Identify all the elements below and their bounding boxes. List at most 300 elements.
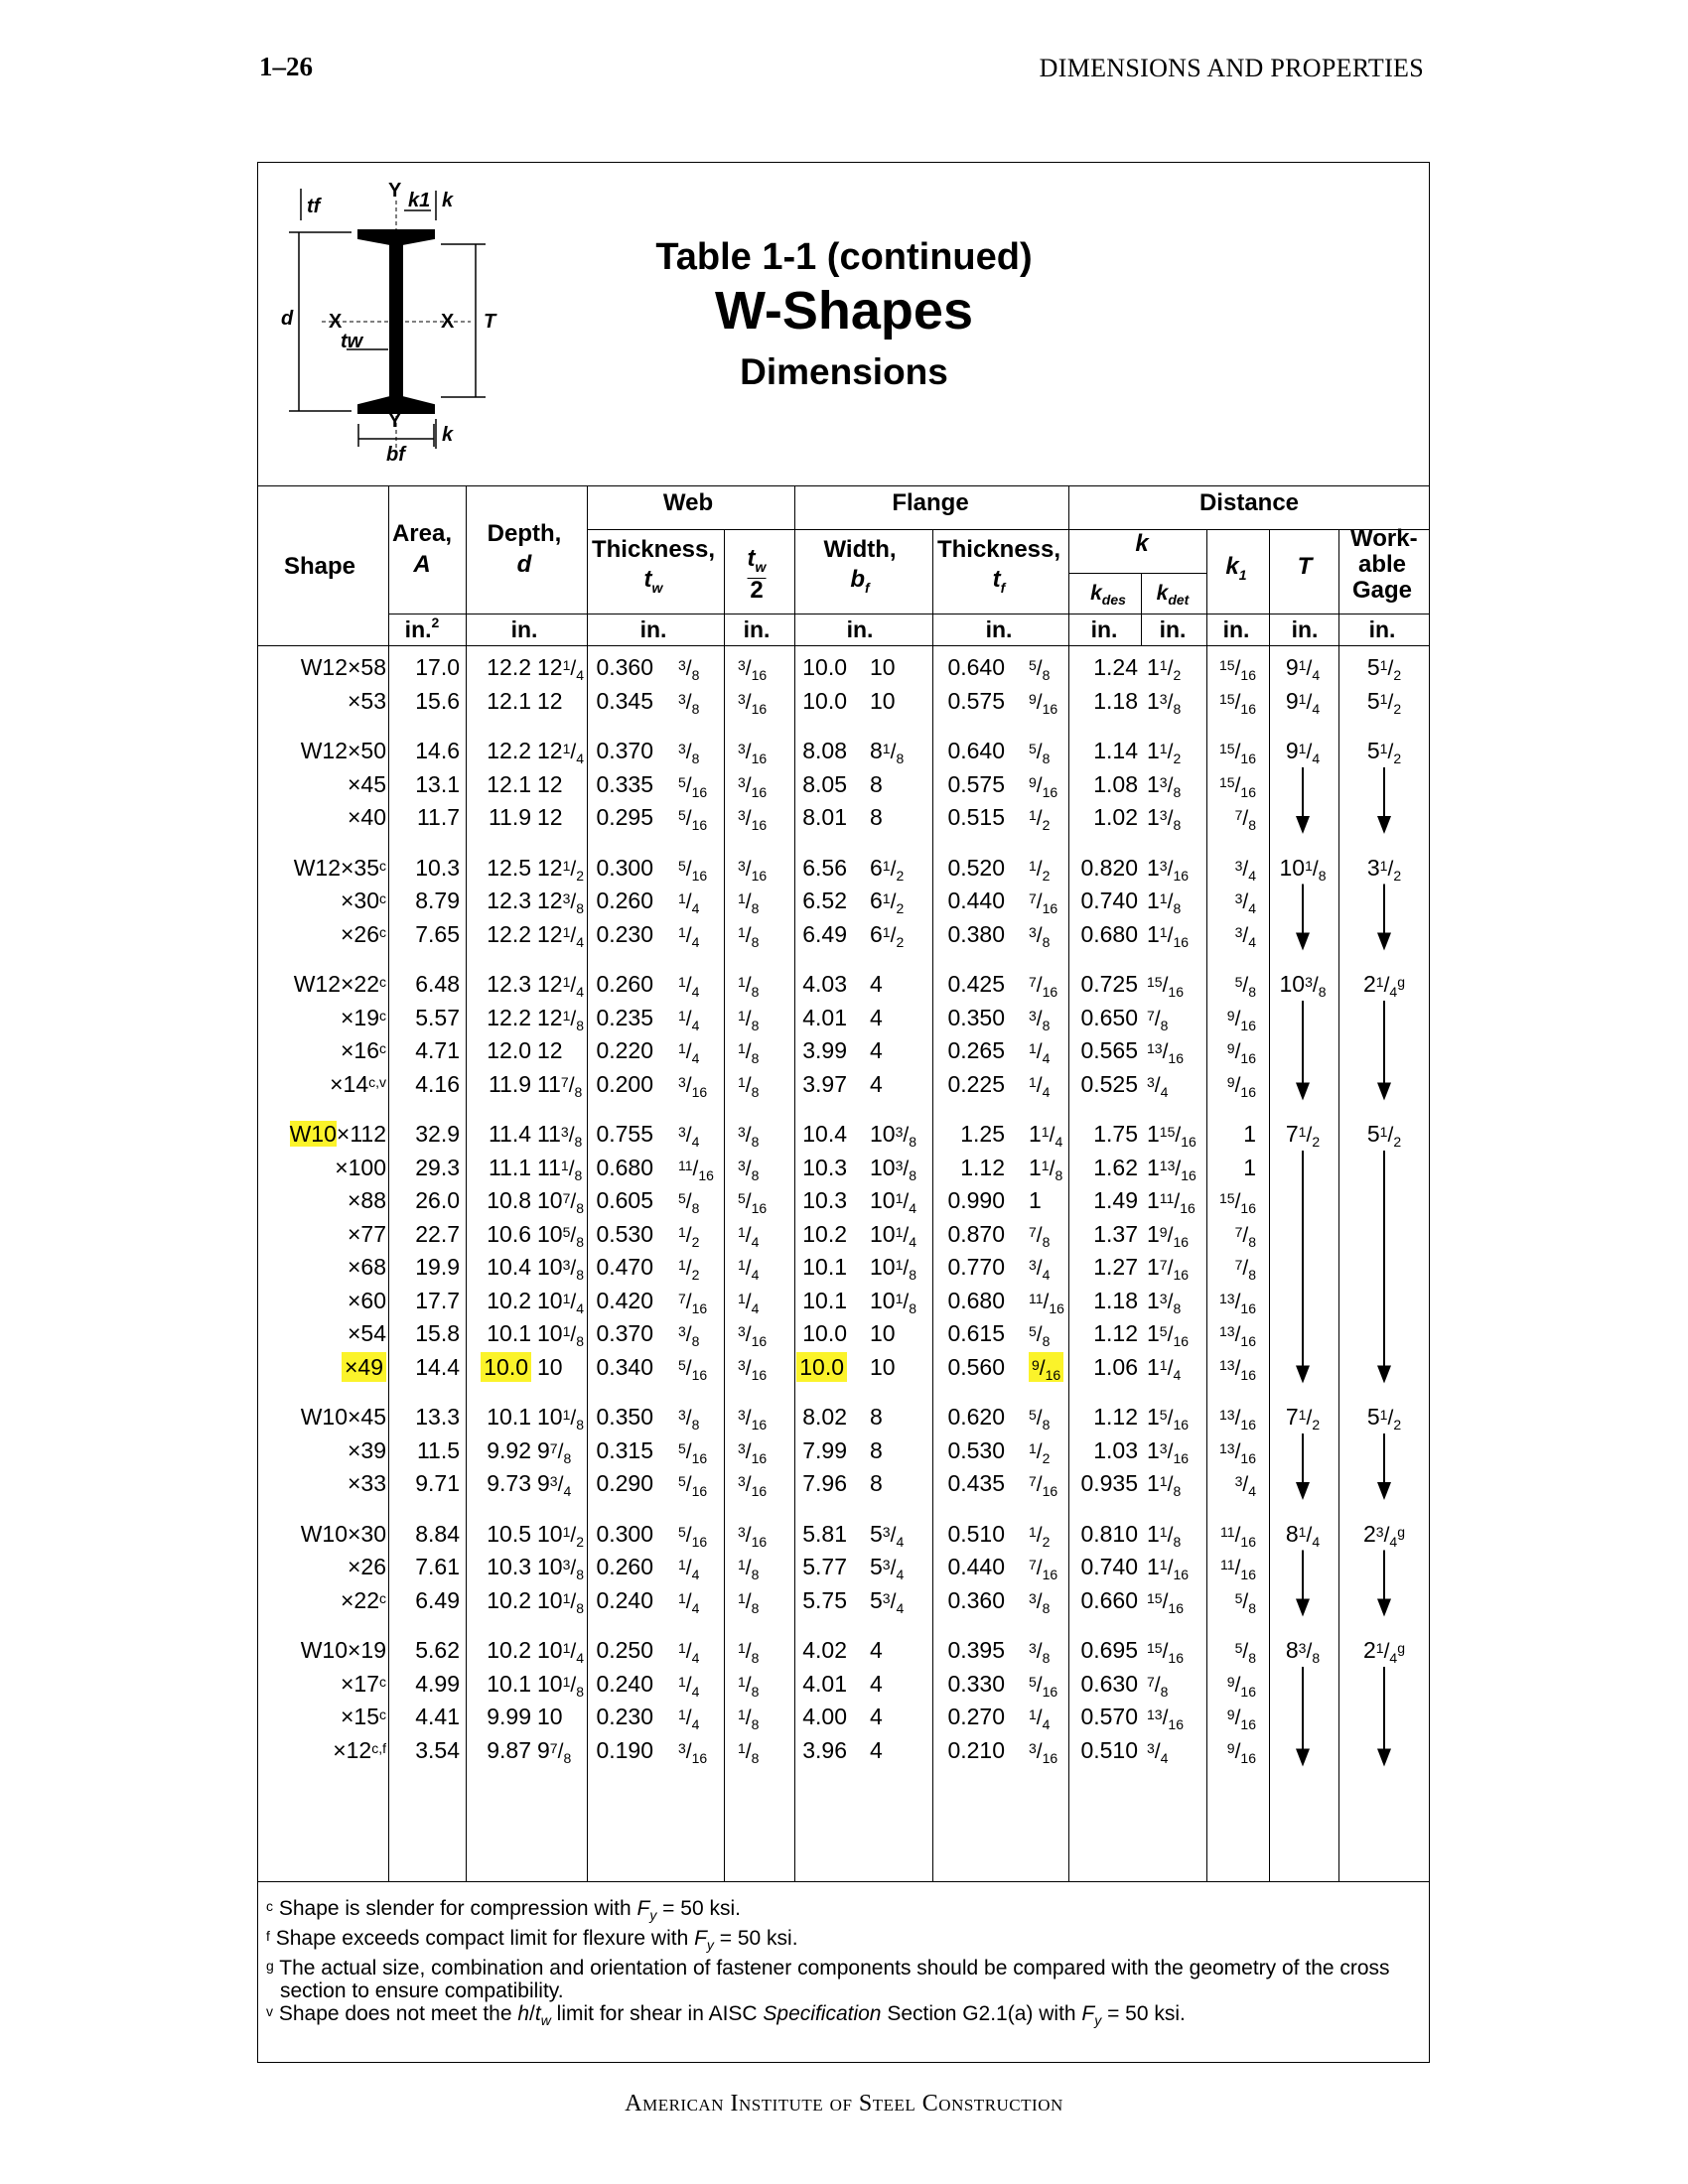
cell-tf_frac: $^1/_4$	[1029, 1706, 1051, 1733]
cell-tf: 0.440	[947, 887, 1005, 913]
cell-d: 9.73	[487, 1470, 531, 1496]
cell-d_frac: $9^7/_8$	[537, 1736, 572, 1766]
unit-label: in.$^2$	[404, 614, 440, 642]
cell-d_frac: 10	[537, 1353, 563, 1380]
cell-tf: 0.770	[947, 1254, 1005, 1280]
cell-tw: 0.370	[596, 738, 653, 763]
cell-tf: 0.270	[947, 1704, 1005, 1729]
page-footer: American Institute of Steel Construction	[625, 2091, 1063, 2116]
cell-tf: 0.615	[947, 1320, 1005, 1346]
cell-k1: $^{13}/_{16}$	[1219, 1323, 1256, 1350]
cell-d: 10.3	[487, 1554, 531, 1579]
cell-area: 4.41	[415, 1704, 460, 1729]
cell-tw_frac: $^1/_4$	[678, 1007, 700, 1033]
cell-d_frac: $11^7/_8$	[537, 1070, 583, 1100]
cell-kdet: $^3/_4$	[1147, 1073, 1169, 1100]
cell-shape: $\times 30^c$	[340, 887, 386, 913]
cell-tw: 0.240	[596, 1586, 653, 1613]
cell-T: $8^1/_4$	[1285, 1520, 1321, 1550]
cell-d_frac: $12^1/_4$	[537, 971, 585, 1001]
cell-tw_frac: $^1/_2$	[678, 1223, 700, 1250]
cell-tw2: $^1/_8$	[738, 1739, 760, 1766]
header-area: Area,	[391, 520, 453, 547]
cell-bf: 8.05	[802, 770, 847, 797]
cell-tf_frac: $^3/_8$	[1029, 1589, 1051, 1616]
cell-tf: 0.435	[947, 1470, 1005, 1496]
running-header: DIMENSIONS AND PROPERTIES	[1039, 54, 1424, 82]
header-bf-symbol: $b_f$	[850, 566, 870, 596]
cell-T: $10^3/_8$	[1279, 971, 1327, 1001]
cell-shape: $W12\times 35^c$	[293, 854, 386, 881]
cell-kdet: $1^1/_{16}$	[1147, 920, 1190, 950]
cell-tw: 0.295	[596, 804, 653, 830]
cell-bf_frac: 4	[870, 971, 883, 997]
cell-gage: $5^1/_2$	[1366, 687, 1402, 717]
cell-shape: W12×58	[300, 654, 386, 680]
cell-bf_frac: 4	[870, 1004, 883, 1030]
cell-gage: $2^1/_4^g$	[1362, 971, 1406, 1001]
cell-kdet: $1^7/_{16}$	[1147, 1254, 1190, 1284]
cell-d_frac: $10^7/_8$	[537, 1187, 585, 1217]
cell-area: 5.62	[415, 1637, 460, 1663]
continuation-arrow-head	[1296, 816, 1310, 834]
cell-area: 4.99	[415, 1670, 460, 1697]
cell-d_frac: $12^1/_2$	[537, 854, 585, 884]
cell-kdet: $1^9/_{16}$	[1147, 1220, 1190, 1250]
cell-d_frac: $9^3/_4$	[537, 1470, 572, 1500]
header-flange-width: Width,	[823, 536, 897, 563]
cell-kdes: 1.49	[1093, 1187, 1138, 1213]
cell-bf_frac: 4	[870, 1704, 883, 1729]
cell-d: 12.0	[487, 1037, 531, 1063]
cell-kdet: $1^3/_{16}$	[1147, 1436, 1190, 1466]
cell-tw2: $^1/_8$	[738, 923, 760, 950]
cell-kdes: 1.62	[1093, 1154, 1138, 1180]
cell-kdes: 1.06	[1093, 1353, 1138, 1380]
unit-label: in.	[639, 616, 667, 642]
cell-kdes: 1.27	[1093, 1254, 1138, 1280]
cell-k1: $^7/_8$	[1234, 807, 1256, 834]
cell-area: 11.7	[416, 804, 460, 830]
cell-kdes: 0.740	[1080, 1554, 1138, 1579]
cell-d: 12.1	[487, 687, 531, 714]
cell-area: 14.6	[415, 738, 460, 763]
cell-area: 8.84	[415, 1520, 460, 1547]
footnote: $^g$ The actual size, combination and orientation of fastener components should be compared with the geometry of the cross section to ensure compatibility.	[266, 1957, 1390, 2003]
cell-kdes: 1.08	[1093, 770, 1138, 797]
cell-tf: 0.350	[947, 1004, 1005, 1030]
cell-bf: 10.1	[802, 1287, 847, 1313]
header-flange: Flange	[892, 489, 969, 516]
cell-area: 4.71	[415, 1037, 460, 1063]
cell-bf_frac: 8	[870, 1404, 883, 1430]
cell-tf_frac: $1^1/_8$	[1029, 1154, 1063, 1183]
cell-tw_frac: $^5/_{16}$	[678, 1439, 708, 1466]
cell-k1: $^7/_8$	[1234, 1223, 1256, 1250]
cell-d_frac: $12^3/_8$	[537, 887, 585, 917]
unit-label: in.	[510, 616, 538, 642]
cell-tf_frac: $^5/_8$	[1029, 741, 1051, 767]
cell-kdes: 0.510	[1080, 1736, 1138, 1763]
cell-tw2: $^1/_8$	[738, 1007, 760, 1033]
cell-tw_frac: $^3/_8$	[678, 690, 700, 717]
cell-kdet: $^{15}/_{16}$	[1147, 974, 1184, 1001]
cell-shape: W10×112	[289, 1121, 386, 1147]
cell-k1: $^{15}/_{16}$	[1219, 741, 1256, 767]
cell-shape: ×49	[342, 1352, 386, 1382]
cell-tw: 0.230	[596, 1704, 653, 1729]
cell-T: $10^1/_8$	[1279, 854, 1327, 884]
cell-kdes: 0.695	[1080, 1637, 1138, 1663]
cell-d_frac: 12	[537, 687, 563, 714]
cell-k1: $^{13}/_{16}$	[1219, 1290, 1256, 1316]
cell-kdes: 0.630	[1080, 1670, 1138, 1697]
cell-kdet: $1^5/_{16}$	[1147, 1320, 1190, 1350]
cell-bf: 4.01	[802, 1670, 847, 1697]
cell-bf_frac: 10	[870, 1320, 896, 1346]
cell-kdes: 1.12	[1093, 1320, 1138, 1346]
cell-kdes: 1.02	[1093, 804, 1138, 830]
cell-tf_frac: $^7/_{16}$	[1029, 1473, 1058, 1500]
cell-tw: 0.230	[596, 920, 653, 947]
diagram-label-x-right: X	[441, 311, 455, 333]
cell-tf_frac: $^1/_4$	[1029, 1073, 1051, 1100]
cell-d: 11.9	[488, 804, 531, 830]
cell-tf_frac: $^1/_2$	[1029, 1439, 1051, 1466]
cell-bf: 3.96	[802, 1736, 847, 1763]
cell-tf_frac: $^5/_8$	[1029, 657, 1051, 684]
cell-tw2: $^1/_8$	[738, 1640, 760, 1667]
cell-tf_frac: $^1/_4$	[1029, 1040, 1051, 1067]
cell-tf: 0.620	[947, 1404, 1005, 1430]
cell-tw_frac: $^5/_8$	[678, 1190, 700, 1217]
cell-shape: ×54	[347, 1320, 386, 1346]
cell-area: 11.5	[416, 1436, 460, 1463]
cell-k1: $^3/_4$	[1234, 923, 1256, 950]
cell-tf_frac: $^3/_8$	[1029, 1007, 1051, 1033]
cell-shape: $\times 26^c$	[340, 920, 386, 947]
cell-tw: 0.335	[596, 770, 653, 797]
cell-tf: 0.515	[947, 804, 1005, 830]
cell-tw2: $^5/_{16}$	[738, 1190, 768, 1217]
cell-tw_frac: $^1/_4$	[678, 890, 700, 917]
cell-kdet: $1^1/_8$	[1147, 887, 1182, 917]
cell-kdet: $1^1/_{16}$	[1147, 1554, 1190, 1583]
cell-bf: 10.3	[802, 1154, 847, 1180]
cell-area: 13.1	[415, 770, 460, 797]
continuation-arrow-head	[1377, 1749, 1391, 1767]
cell-area: 17.7	[415, 1287, 460, 1313]
cell-k1: $^{13}/_{16}$	[1219, 1356, 1256, 1383]
cell-bf_frac: $5^3/_4$	[870, 1586, 905, 1616]
cell-tw: 0.220	[596, 1037, 653, 1063]
footnote: $^c$ Shape is slender for compression with $F_y = 50$ ksi.	[266, 1897, 741, 1924]
unit-label: in.	[1222, 616, 1250, 642]
cell-bf_frac: $10^1/_4$	[870, 1220, 917, 1250]
cell-tw: 0.300	[596, 1520, 653, 1547]
cell-gage: $5^1/_2$	[1366, 1121, 1402, 1151]
cell-k1: $^{15}/_{16}$	[1219, 1190, 1256, 1217]
cell-tf: 0.680	[947, 1287, 1005, 1313]
cell-d_frac: $12^1/_8$	[537, 1004, 585, 1033]
cell-tw_frac: $^5/_{16}$	[678, 1356, 708, 1383]
cell-d_frac: 10	[537, 1704, 563, 1729]
cell-tw: 0.470	[596, 1254, 653, 1280]
cell-bf_frac: 4	[870, 1070, 883, 1097]
cell-tw_frac: $^5/_{16}$	[678, 807, 708, 834]
diagram-label-y-top: Y	[388, 181, 402, 202]
continuation-arrow-head	[1296, 933, 1310, 951]
cell-bf: 10.0	[802, 1320, 847, 1346]
cell-tw_frac: $^1/_4$	[678, 1589, 700, 1616]
cell-area: 19.9	[415, 1254, 460, 1280]
cell-bf_frac: 4	[870, 1736, 883, 1763]
diagram-label-T: T	[484, 311, 496, 333]
cell-tf_frac: $^1/_2$	[1029, 857, 1051, 884]
cell-tf: 0.330	[947, 1670, 1005, 1697]
cell-tw: 0.260	[596, 887, 653, 913]
cell-tw2: $^1/_8$	[738, 974, 760, 1001]
cell-tw_frac: $^1/_4$	[678, 1040, 700, 1067]
cell-d_frac: $9^7/_8$	[537, 1436, 572, 1466]
footnote: $^f$ Shape exceeds compact limit for flexure with $F_y = 50$ ksi.	[266, 1927, 798, 1954]
cell-tf_frac: $^9/_{16}$	[1029, 690, 1058, 717]
cell-k1: $^9/_{16}$	[1226, 1673, 1256, 1700]
cell-tw2: $^1/_4$	[738, 1257, 760, 1284]
cell-tf: 0.560	[947, 1353, 1005, 1380]
cell-d_frac: $12^1/_4$	[537, 920, 585, 950]
cell-bf_frac: $6^1/_2$	[870, 854, 905, 884]
cell-tf_frac: $^9/_{16}$	[1029, 773, 1058, 800]
cell-tw: 0.530	[596, 1220, 653, 1247]
cell-d: 10.1	[487, 1320, 531, 1346]
cell-tw: 0.250	[596, 1637, 653, 1663]
unit-label: in.	[743, 616, 771, 642]
cell-tf_frac: $^7/_8$	[1029, 1223, 1051, 1250]
cell-kdet: $^{15}/_{16}$	[1147, 1640, 1184, 1667]
cell-kdet: $1^3/_8$	[1147, 770, 1182, 800]
cell-tw: 0.755	[596, 1121, 653, 1147]
cell-tw2: $^1/_8$	[738, 1589, 760, 1616]
cell-shape: W10×45	[300, 1404, 386, 1430]
cell-tf_frac: $^5/_8$	[1029, 1323, 1051, 1350]
header-kdet: $k_{det}$	[1156, 582, 1190, 609]
cell-d_frac: $10^1/_8$	[537, 1586, 585, 1616]
cell-T: $9^1/_4$	[1285, 654, 1321, 684]
cell-kdes: 0.725	[1080, 971, 1138, 997]
cell-d_frac: $10^1/_4$	[537, 1287, 585, 1316]
header-distance: Distance	[1198, 489, 1300, 516]
cell-tf: 0.640	[947, 738, 1005, 763]
cell-T: $9^1/_4$	[1285, 738, 1321, 767]
cell-bf_frac: 4	[870, 1670, 883, 1697]
continuation-arrow-head	[1296, 1599, 1310, 1617]
cell-area: 13.3	[415, 1404, 460, 1430]
header-workable-gage: Work- able Gage	[1350, 525, 1418, 604]
cell-tf_frac: $^3/_{16}$	[1029, 1739, 1058, 1766]
cell-kdet: $1^5/_{16}$	[1147, 1404, 1190, 1433]
cell-tw: 0.260	[596, 1554, 653, 1579]
cell-bf: 8.02	[802, 1404, 847, 1430]
cell-bf_frac: 10	[870, 1353, 896, 1380]
cell-area: 10.3	[415, 854, 460, 881]
cell-kdes: 1.24	[1093, 654, 1138, 680]
header-k1: $k_1$	[1225, 553, 1247, 583]
cell-gage: $2^3/_4^g$	[1362, 1520, 1406, 1550]
unit-label: in.	[985, 616, 1013, 642]
cell-tw: 0.240	[596, 1670, 653, 1697]
cell-tw_frac: $^7/_{16}$	[678, 1290, 708, 1316]
cell-area: 4.16	[415, 1070, 460, 1097]
cell-shape: $W12\times 22^c$	[293, 971, 386, 997]
cell-tw2: $^1/_8$	[738, 1557, 760, 1583]
cell-bf_frac: $6^1/_2$	[870, 920, 905, 950]
cell-bf_frac: 4	[870, 1637, 883, 1663]
diagram-label-k-top: k	[442, 190, 454, 211]
table-subtitle: Dimensions	[740, 351, 948, 392]
cell-bf: 3.97	[802, 1070, 847, 1097]
cell-bf: 6.52	[802, 887, 847, 913]
cell-kdes: 0.935	[1080, 1470, 1138, 1496]
cell-gage: $3^1/_2$	[1366, 854, 1402, 884]
continuation-arrow-head	[1377, 1366, 1391, 1384]
cell-shape: ×45	[347, 770, 386, 797]
cell-tf_frac: $^3/_8$	[1029, 1640, 1051, 1667]
cell-T: $7^1/_2$	[1285, 1121, 1321, 1151]
cell-shape: W10×30	[300, 1520, 386, 1547]
cell-tw: 0.370	[596, 1320, 653, 1346]
cell-bf_frac: $5^3/_4$	[870, 1520, 905, 1550]
cell-k1: $^5/_8$	[1234, 1640, 1256, 1667]
cell-kdes: 0.660	[1080, 1586, 1138, 1613]
diagram-label-bf: bf	[386, 444, 405, 466]
cell-d: 10.2	[487, 1586, 531, 1613]
footnote: $^v$ Shape does not meet the $h/t_w$ limit for shear in AISC Specification Section G2.1(a) with $F_y = 50$ ksi.	[266, 2002, 1186, 2029]
cell-k1: $^3/_4$	[1234, 857, 1256, 884]
cell-d: 12.5	[487, 854, 531, 881]
cell-d: 12.3	[487, 887, 531, 913]
cell-d_frac: $10^1/_8$	[537, 1670, 585, 1700]
cell-kdet: $1^{11}/_{16}$	[1147, 1187, 1196, 1217]
continuation-arrow-head	[1296, 1482, 1310, 1500]
header-tw-symbol: $t_w$	[643, 566, 663, 596]
cell-tw2: $^3/_8$	[738, 1157, 760, 1183]
cell-k1: $^3/_4$	[1234, 1473, 1256, 1500]
cell-shape: $\times 22^c$	[340, 1586, 386, 1613]
cell-shape: ×88	[347, 1187, 386, 1213]
cell-d: 12.2	[487, 920, 531, 947]
cell-d: 11.4	[488, 1121, 531, 1147]
cell-k1: $^5/_8$	[1234, 1589, 1256, 1616]
header-flange-thickness: Thickness,	[936, 536, 1061, 563]
cell-d: 11.9	[488, 1070, 531, 1097]
cell-kdet: $1^1/_4$	[1147, 1353, 1182, 1383]
header-shape: Shape	[283, 553, 356, 580]
cell-area: 8.79	[415, 887, 460, 913]
cell-d_frac: $10^1/_4$	[537, 1637, 585, 1667]
cell-d_frac: $10^5/_8$	[537, 1220, 585, 1250]
cell-d: 12.2	[487, 654, 531, 680]
cell-kdet: $1^1/_8$	[1147, 1520, 1182, 1550]
cell-kdes: 1.75	[1093, 1121, 1138, 1147]
cell-shape: W12×50	[300, 738, 386, 763]
cell-bf: 7.99	[802, 1436, 847, 1463]
cell-tf: 0.520	[947, 854, 1005, 881]
cell-bf: 3.99	[802, 1037, 847, 1063]
cell-kdes: 0.525	[1080, 1070, 1138, 1097]
cell-bf_frac: $10^1/_8$	[870, 1287, 917, 1316]
cell-shape: ×60	[347, 1287, 386, 1313]
cell-gage: $5^1/_2$	[1366, 654, 1402, 684]
cell-bf: 4.02	[802, 1637, 847, 1663]
cell-tf_frac: $^7/_{16}$	[1029, 890, 1058, 917]
cell-k1: $^5/_8$	[1234, 974, 1256, 1001]
cell-k1: 1	[1243, 1154, 1256, 1180]
header-kdes: $k_{des}$	[1090, 582, 1126, 609]
cell-tw2: $^3/_{16}$	[738, 1439, 768, 1466]
cell-tw2: $^1/_8$	[738, 890, 760, 917]
cell-shape: ×68	[347, 1254, 386, 1280]
cell-shape: $\times 15^c$	[340, 1704, 386, 1729]
cell-tf: 0.990	[947, 1187, 1005, 1213]
cell-gage: $2^1/_4^g$	[1362, 1637, 1406, 1667]
cell-kdes: 0.820	[1080, 854, 1138, 881]
cell-tw2: $^3/_{16}$	[738, 741, 768, 767]
cell-T: $9^1/_4$	[1285, 687, 1321, 717]
cell-kdes: 1.12	[1093, 1404, 1138, 1430]
cell-tw2: $^3/_{16}$	[738, 773, 768, 800]
header-web-thickness: Thickness,	[591, 536, 716, 563]
cell-d: 11.1	[488, 1154, 531, 1180]
cell-area: 15.6	[415, 687, 460, 714]
cell-k1: $^{15}/_{16}$	[1219, 657, 1256, 684]
continuation-arrow-head	[1377, 933, 1391, 951]
continuation-arrow-head	[1296, 1366, 1310, 1384]
cell-tw_frac: $^5/_{16}$	[678, 1473, 708, 1500]
cell-bf_frac: $8^1/_8$	[870, 738, 905, 767]
cell-shape: W10×19	[300, 1637, 386, 1663]
diagram-label-k-bottom: k	[442, 424, 454, 446]
cell-d: 10.0	[481, 1352, 531, 1382]
cell-d: 12.2	[487, 738, 531, 763]
cell-tw2: $^1/_8$	[738, 1706, 760, 1733]
cell-tw_frac: $^3/_8$	[678, 1407, 700, 1433]
cell-shape: $\times 16^c$	[340, 1037, 386, 1063]
cell-d_frac: $10^3/_8$	[537, 1554, 585, 1583]
cell-tf_frac: $^7/_{16}$	[1029, 974, 1058, 1001]
cell-tw2: $^1/_8$	[738, 1073, 760, 1100]
cell-bf_frac: $6^1/_2$	[870, 887, 905, 917]
cell-bf_frac: $10^1/_4$	[870, 1187, 917, 1217]
cell-bf: 10.1	[802, 1254, 847, 1280]
cell-kdes: 1.18	[1093, 687, 1138, 714]
cell-tw2: $^3/_{16}$	[738, 657, 768, 684]
cell-tf: 0.425	[947, 971, 1005, 997]
cell-shape: ×53	[347, 687, 386, 714]
table-subject: W-Shapes	[715, 281, 973, 341]
cell-area: 29.3	[415, 1154, 460, 1180]
continuation-arrow-head	[1296, 1083, 1310, 1101]
cell-kdet: $^3/_4$	[1147, 1739, 1169, 1766]
cell-tw: 0.260	[596, 971, 653, 997]
cell-tw_frac: $^1/_4$	[678, 923, 700, 950]
cell-shape: ×40	[347, 804, 386, 830]
cell-d_frac: $12^1/_4$	[537, 654, 585, 684]
cell-kdet: $1^3/_{16}$	[1147, 854, 1190, 884]
cell-shape: ×100	[335, 1154, 386, 1180]
header-web: Web	[662, 489, 714, 516]
cell-kdet: $^{15}/_{16}$	[1147, 1589, 1184, 1616]
